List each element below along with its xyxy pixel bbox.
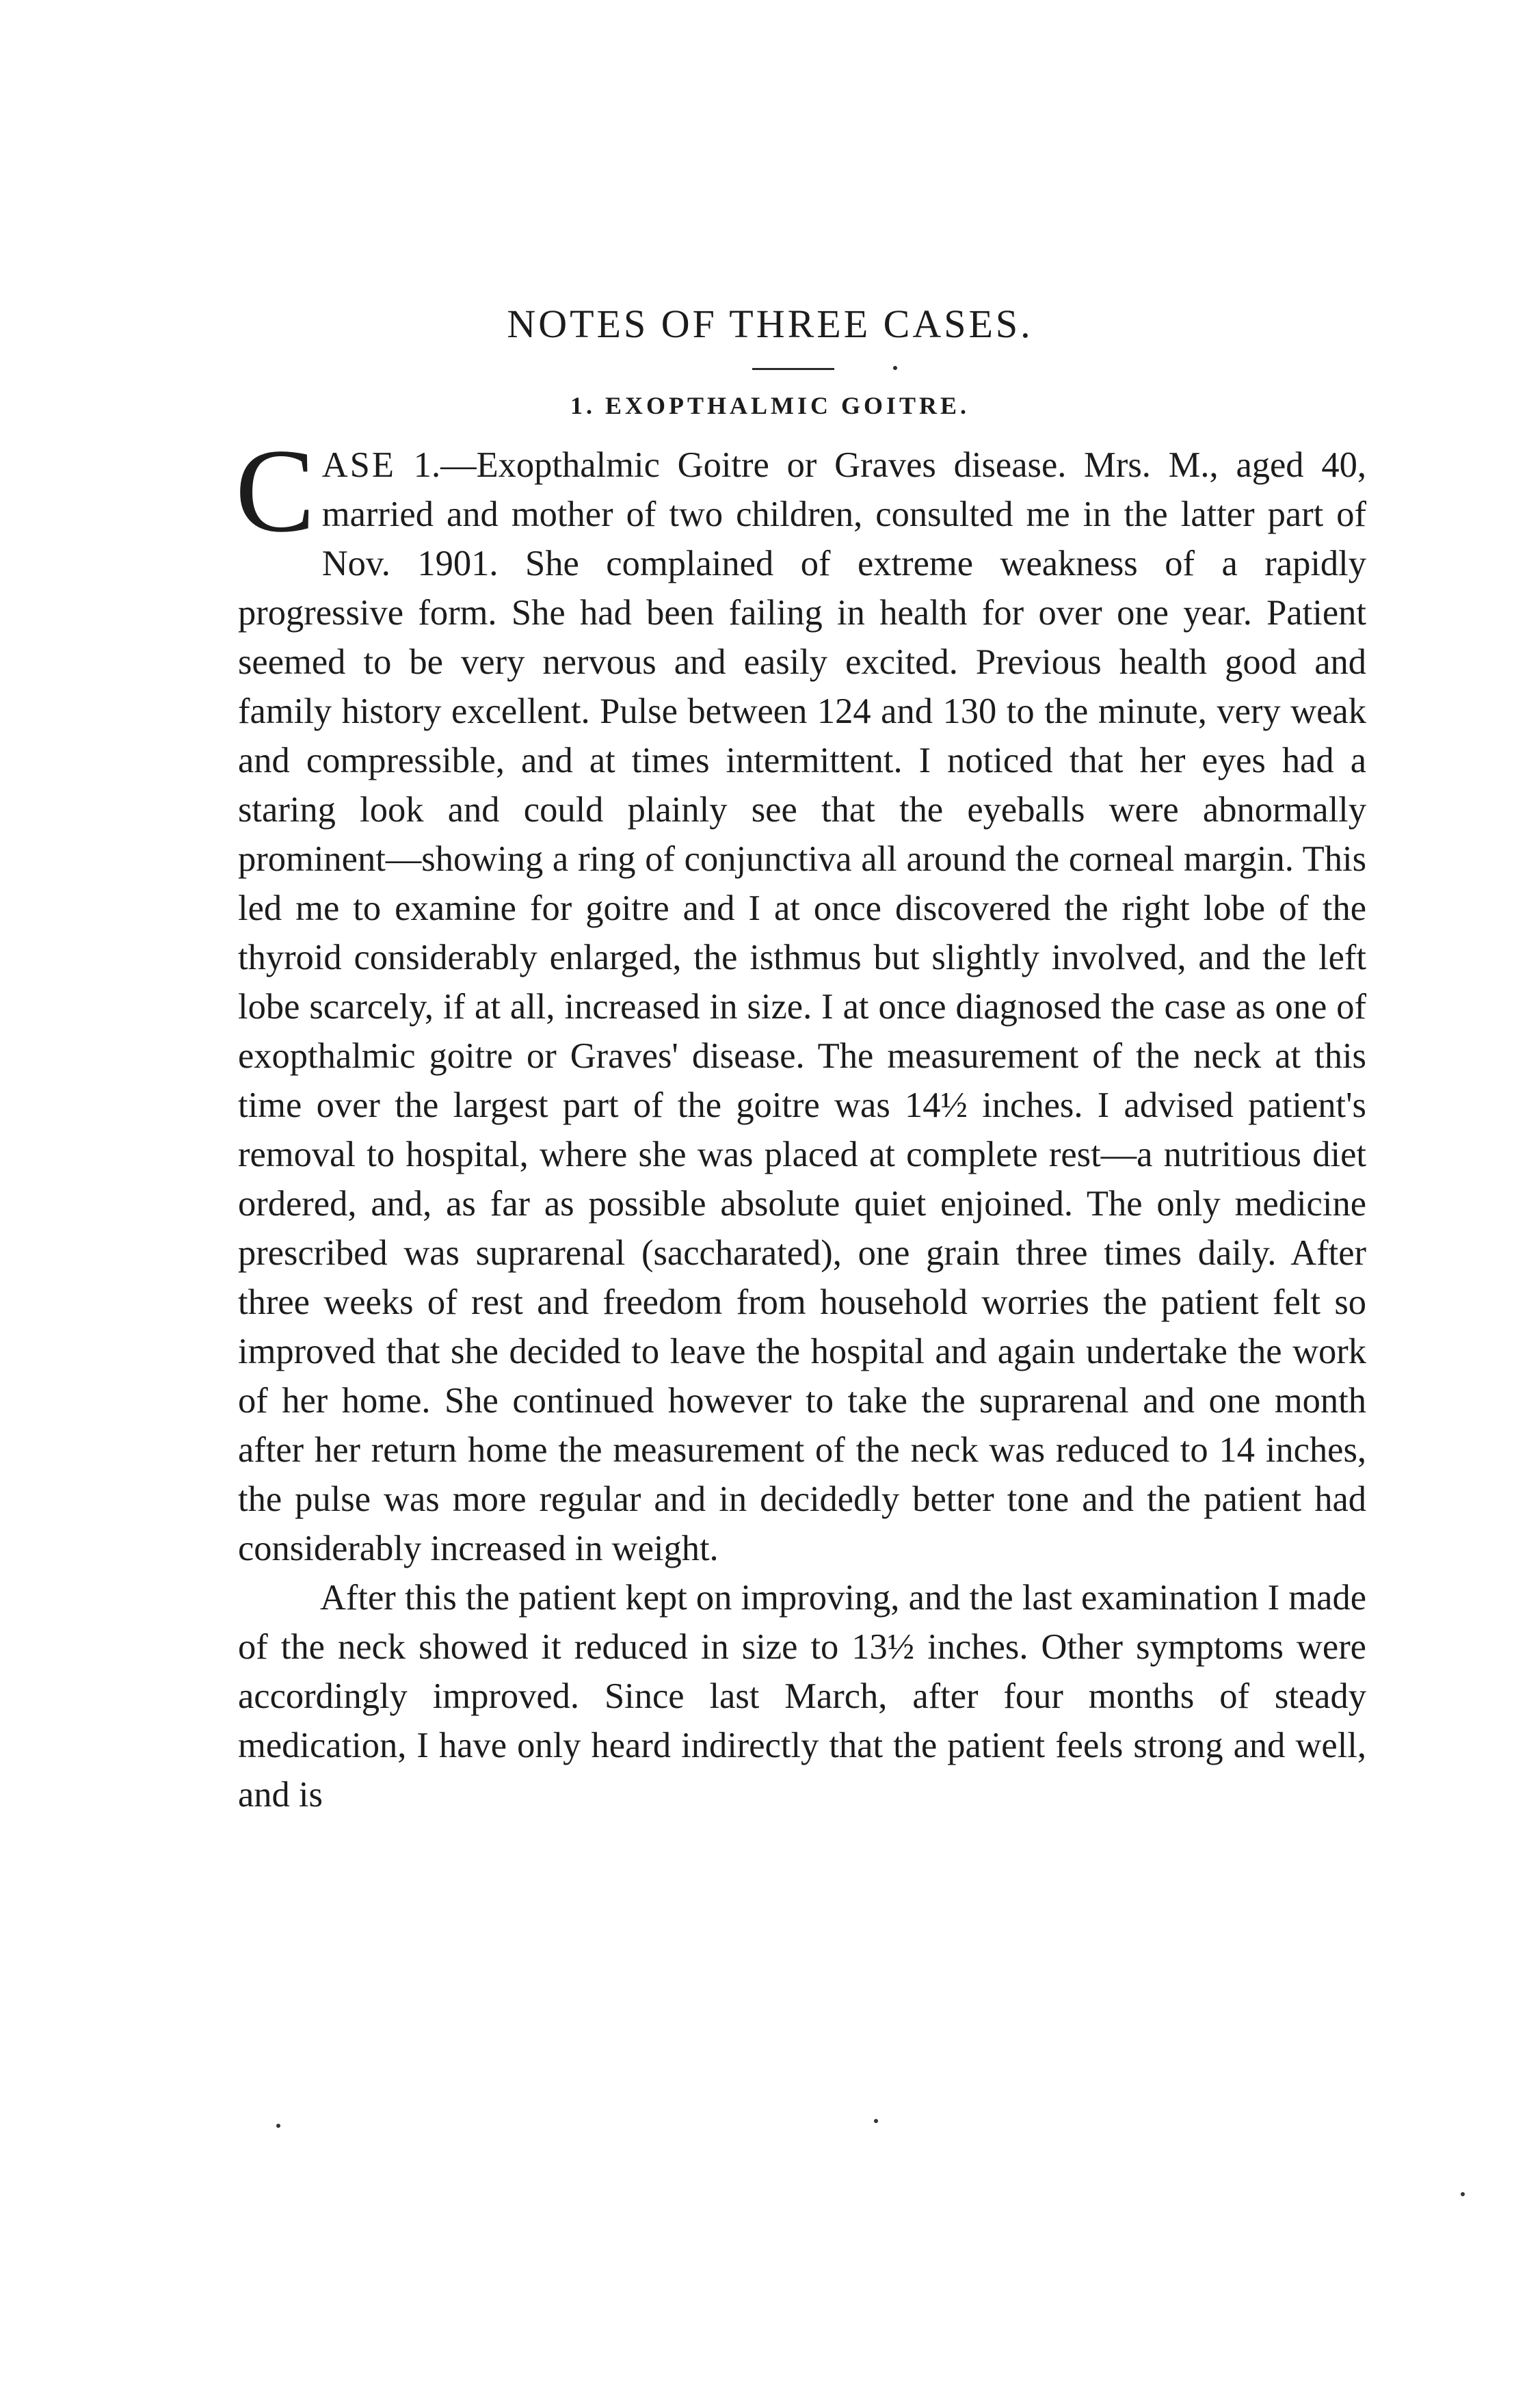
case-paragraph-2: After this the patient kept on improving, and the last examination I made of the neck showed it reduced in size to 13½ inches. Other symptoms were accordingly improved. Since last March, after four months of steady medication, I have only heard indirectly that the patient feels strong and well, and is <box>238 1578 1366 1815</box>
ink-speck <box>276 2124 280 2128</box>
title-rule <box>752 368 834 370</box>
paragraph-1-text: 1.—Exopthalmic Goitre or Graves disease. Mrs. M., aged 40, married and mother of two children, consulted me in the latter part of Nov. 1901. She complained of extreme weakness of a rapidly progressive form. She had been failing in health for over one year. Patient seemed to be very nervous and easily excited. Previous health good and family history excellent. Pulse between 124 and 130 to the minute, very weak and compressible, and at times intermittent. I noticed that her eyes had a staring look and could plainly see that the eyeballs were abnormally prominent—showing a ring of conjunctiva all around the corneal margin. This led me to examine for goitre and I at once discovered the right lobe of the thyroid considerably enlarged, the isthmus but slightly involved, and the left lobe scarcely, if at all, increased in size. I at once diagnosed the case as one of exopthalmic goitre or Graves' disease. The measurement of the neck at this time over the largest part of the goitre was 14½ inches. I advised patient's removal to hospital, where she was placed at complete rest—a nutritious diet ordered, and, as far as possible absolute quiet enjoined. The only medicine prescribed was suprarenal (saccharated), one grain three times daily. After three weeks of rest and freedom from household worries the patient felt so improved that she decided to leave the hospital and again undertake the work of her home. She continued however to take the suprarenal and one month after her return home the measurement of the neck was reduced to 14 inches, the pulse was more regular and in decidedly better tone and the patient had considerably increased in weight. <box>238 445 1366 1568</box>
rule-dot <box>893 366 897 370</box>
lead-smallcaps: ASE <box>321 445 396 485</box>
page-title: NOTES OF THREE CASES. <box>507 302 1033 346</box>
ink-speck <box>874 2119 878 2123</box>
section-heading: 1. EXOPTHALMIC GOITRE. <box>570 392 970 419</box>
ink-speck <box>1461 2192 1465 2196</box>
case-paragraph-1 <box>235 424 1366 1573</box>
case-body <box>235 424 1366 1819</box>
drop-cap: C <box>235 424 315 557</box>
